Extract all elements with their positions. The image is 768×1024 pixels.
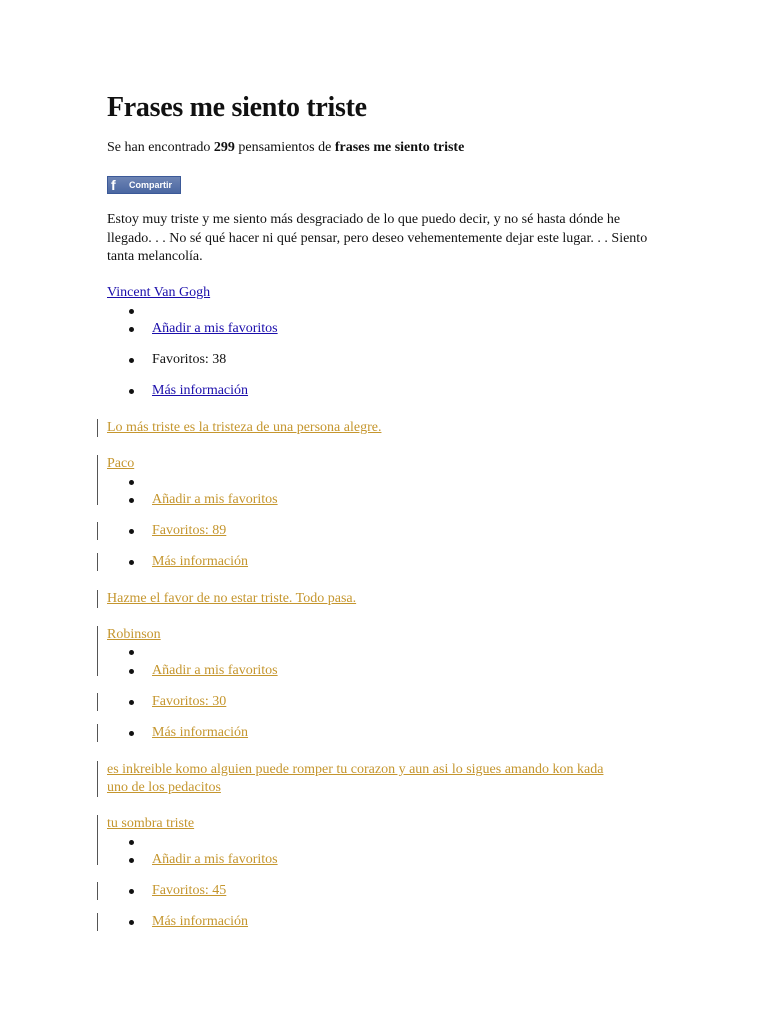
more-info-link[interactable]: Más información xyxy=(152,914,249,929)
quote-text: Estoy muy triste y me siento más desgraciado de lo que puedo decir, y no sé hasta dónde he llegado. . . No sé qué hacer ni qué pensar, pero deseo vehementemente dejar este lugar. . . Siento tanta melancolía. xyxy=(107,212,648,264)
list-bullet xyxy=(129,560,134,565)
quote-link-line-1[interactable]: es inkreible komo alguien puede romper tu corazon y aun asi lo sigues amando kon kada xyxy=(107,762,604,777)
list-bullet xyxy=(129,309,134,314)
list-bullet xyxy=(129,889,134,894)
favorites-link[interactable]: Favoritos: 45 xyxy=(152,883,227,898)
entry-divider xyxy=(97,815,98,865)
list-bullet xyxy=(129,389,134,394)
author-link[interactable]: Paco xyxy=(107,456,135,471)
entry-divider xyxy=(97,724,98,742)
add-favorite-link[interactable]: Añadir a mis favoritos xyxy=(152,852,278,867)
quote-link[interactable]: Hazme el favor de no estar triste. Todo pasa. xyxy=(107,591,357,606)
add-favorite-link[interactable]: Añadir a mis favoritos xyxy=(152,492,278,507)
entry-divider xyxy=(97,882,98,900)
favorites-count: Favoritos: 38 xyxy=(152,352,227,367)
list-bullet xyxy=(129,858,134,863)
quote-divider xyxy=(97,419,98,437)
list-bullet xyxy=(129,529,134,534)
add-favorite-link[interactable]: Añadir a mis favoritos xyxy=(152,663,278,678)
author-link[interactable]: Robinson xyxy=(107,627,161,642)
results-summary xyxy=(107,140,464,156)
list-bullet xyxy=(129,669,134,674)
quote-link-line-2[interactable]: uno de los pedacitos xyxy=(107,780,221,795)
entry-divider xyxy=(97,455,98,505)
facebook-share-button[interactable] xyxy=(107,176,181,194)
share-label: Compartir xyxy=(129,180,173,190)
author-link[interactable]: tu sombra triste xyxy=(107,816,195,831)
entry-divider xyxy=(97,693,98,711)
list-bullet xyxy=(129,731,134,736)
list-bullet xyxy=(129,650,134,655)
author-link[interactable]: Vincent Van Gogh xyxy=(107,285,211,300)
favorites-link[interactable]: Favoritos: 30 xyxy=(152,694,227,709)
more-info-link[interactable]: Más información xyxy=(152,725,249,740)
facebook-icon: f xyxy=(111,177,116,193)
more-info-link[interactable]: Más información xyxy=(152,554,249,569)
more-info-link[interactable]: Más información xyxy=(152,383,249,398)
list-bullet xyxy=(129,498,134,503)
list-bullet xyxy=(129,480,134,485)
favorites-link[interactable]: Favoritos: 89 xyxy=(152,523,227,538)
summary-prefix: Se han encontrado xyxy=(107,140,211,155)
results-count: 299 xyxy=(213,140,235,155)
entry-divider xyxy=(97,553,98,571)
search-query: frases me siento triste xyxy=(334,140,465,155)
quote-divider xyxy=(97,590,98,608)
page-title: Frases me siento triste xyxy=(107,92,367,123)
quote-link[interactable]: Lo más triste es la tristeza de una persona alegre. xyxy=(107,420,382,435)
list-bullet xyxy=(129,358,134,363)
entry-divider xyxy=(97,522,98,540)
summary-middle: pensamientos de xyxy=(238,140,332,155)
quote-divider xyxy=(97,761,98,797)
list-bullet xyxy=(129,840,134,845)
list-bullet xyxy=(129,920,134,925)
entry-divider xyxy=(97,626,98,676)
list-bullet xyxy=(129,700,134,705)
list-bullet xyxy=(129,327,134,332)
entry-divider xyxy=(97,913,98,931)
add-favorite-link[interactable]: Añadir a mis favoritos xyxy=(152,321,278,336)
